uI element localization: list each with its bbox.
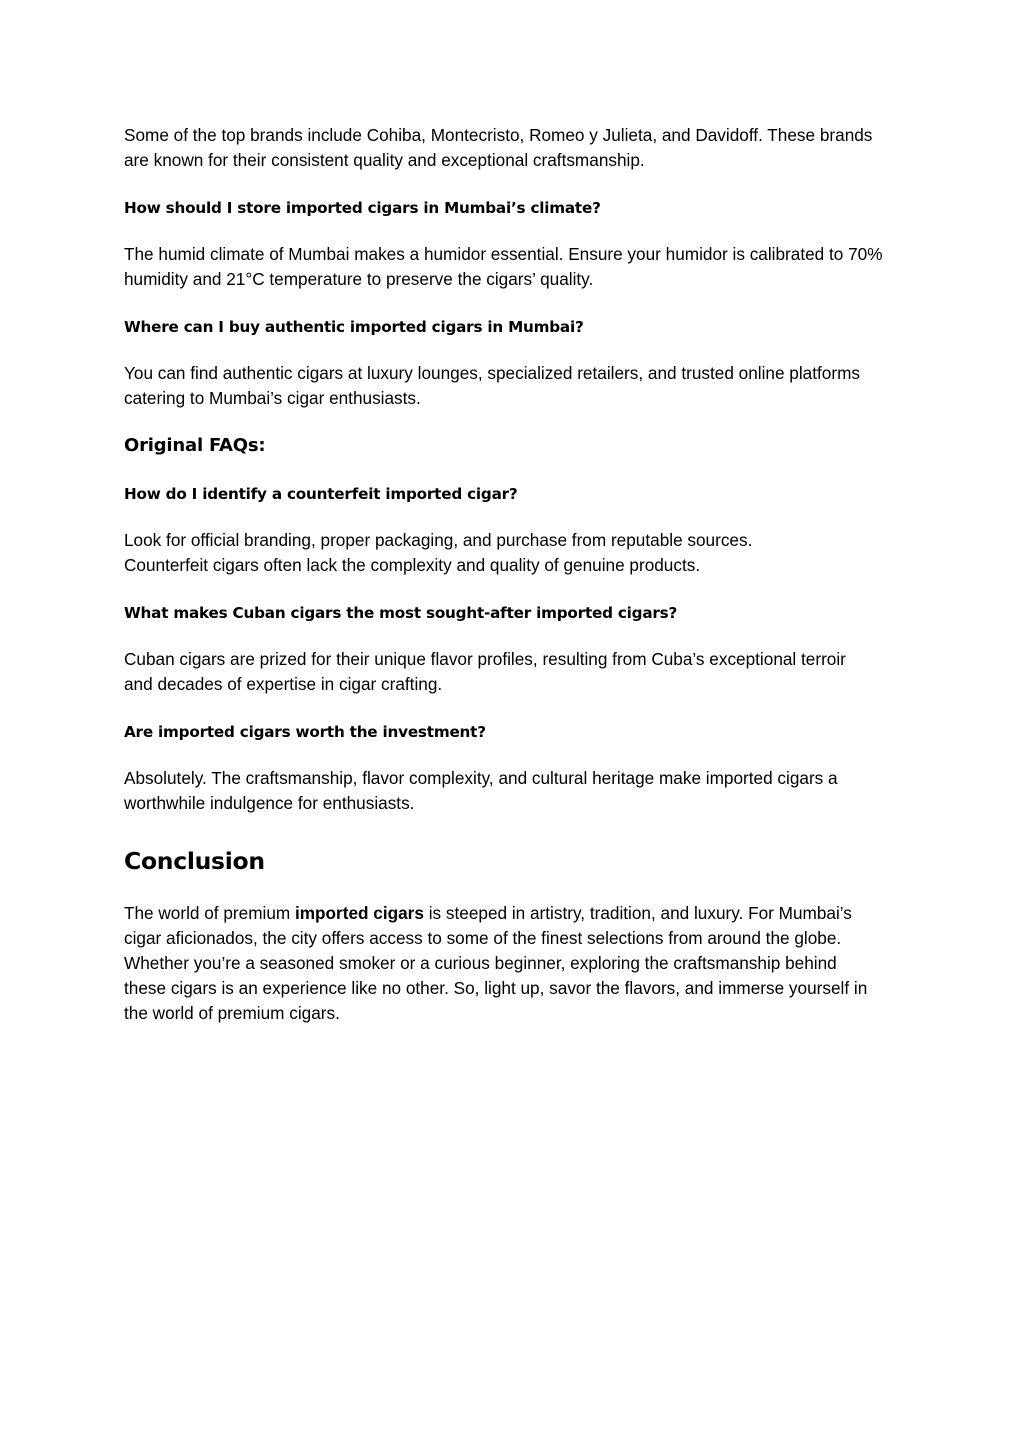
faq-answer-storage: The humid climate of Mumbai makes a humidor essential. Ensure your humidor is calibrated to 70% humidity and 21°C temperature to preserve the cigars’ quality. [124,244,883,289]
conclusion-text-end: is steeped in artistry, tradition, and luxury. For Mumbai’s cigar aficionados, the city offers access to some of the finest selections from around the globe. Whether you’re a seasoned smoker or a curious beginner, exploring the craftsmanship behind these cigars is an experience like no other. So, light up, savor the flavors, and immerse yourself in the world of premium cigars. [124,903,868,1023]
faq-question-buy: Where can I buy authentic imported cigars in Mumbai? [124,318,584,336]
conclusion-text-start: The world of premium [124,903,295,923]
document-page [124,123,904,1026]
faq-question-storage: How should I store imported cigars in Mumbai’s climate? [124,199,601,217]
conclusion-heading: Conclusion [124,847,265,875]
faq-answer-buy: You can find authentic cigars at luxury lounges, specialized retailers, and trusted online platforms catering to Mumbai’s cigar enthusiasts. [124,363,860,408]
intro-paragraph: Some of the top brands include Cohiba, Montecristo, Romeo y Julieta, and Davidoff. These brands are known for their consistent quality and exceptional craftsmanship. [124,125,873,170]
original-faqs-heading: Original FAQs: [124,435,266,456]
faq-answer-investment: Absolutely. The craftsmanship, flavor complexity, and cultural heritage make imported cigars a worthwhile indulgence for enthusiasts. [124,768,838,813]
conclusion-paragraph [124,901,879,1026]
faq-answer-cuban: Cuban cigars are prized for their unique flavor profiles, resulting from Cuba’s exceptional terroir and decades of expertise in cigar crafting. [124,649,846,694]
conclusion-bold-keyword: imported cigars [294,903,424,923]
faq-answer-counterfeit: Look for official branding, proper packaging, and purchase from reputable sources. Counterfeit cigars often lack the complexity and quality of genuine products. [124,530,753,575]
faq-question-investment: Are imported cigars worth the investment? [124,723,486,741]
faq-question-counterfeit: How do I identify a counterfeit imported cigar? [124,485,518,503]
faq-question-cuban: What makes Cuban cigars the most sought-after imported cigars? [124,604,678,622]
